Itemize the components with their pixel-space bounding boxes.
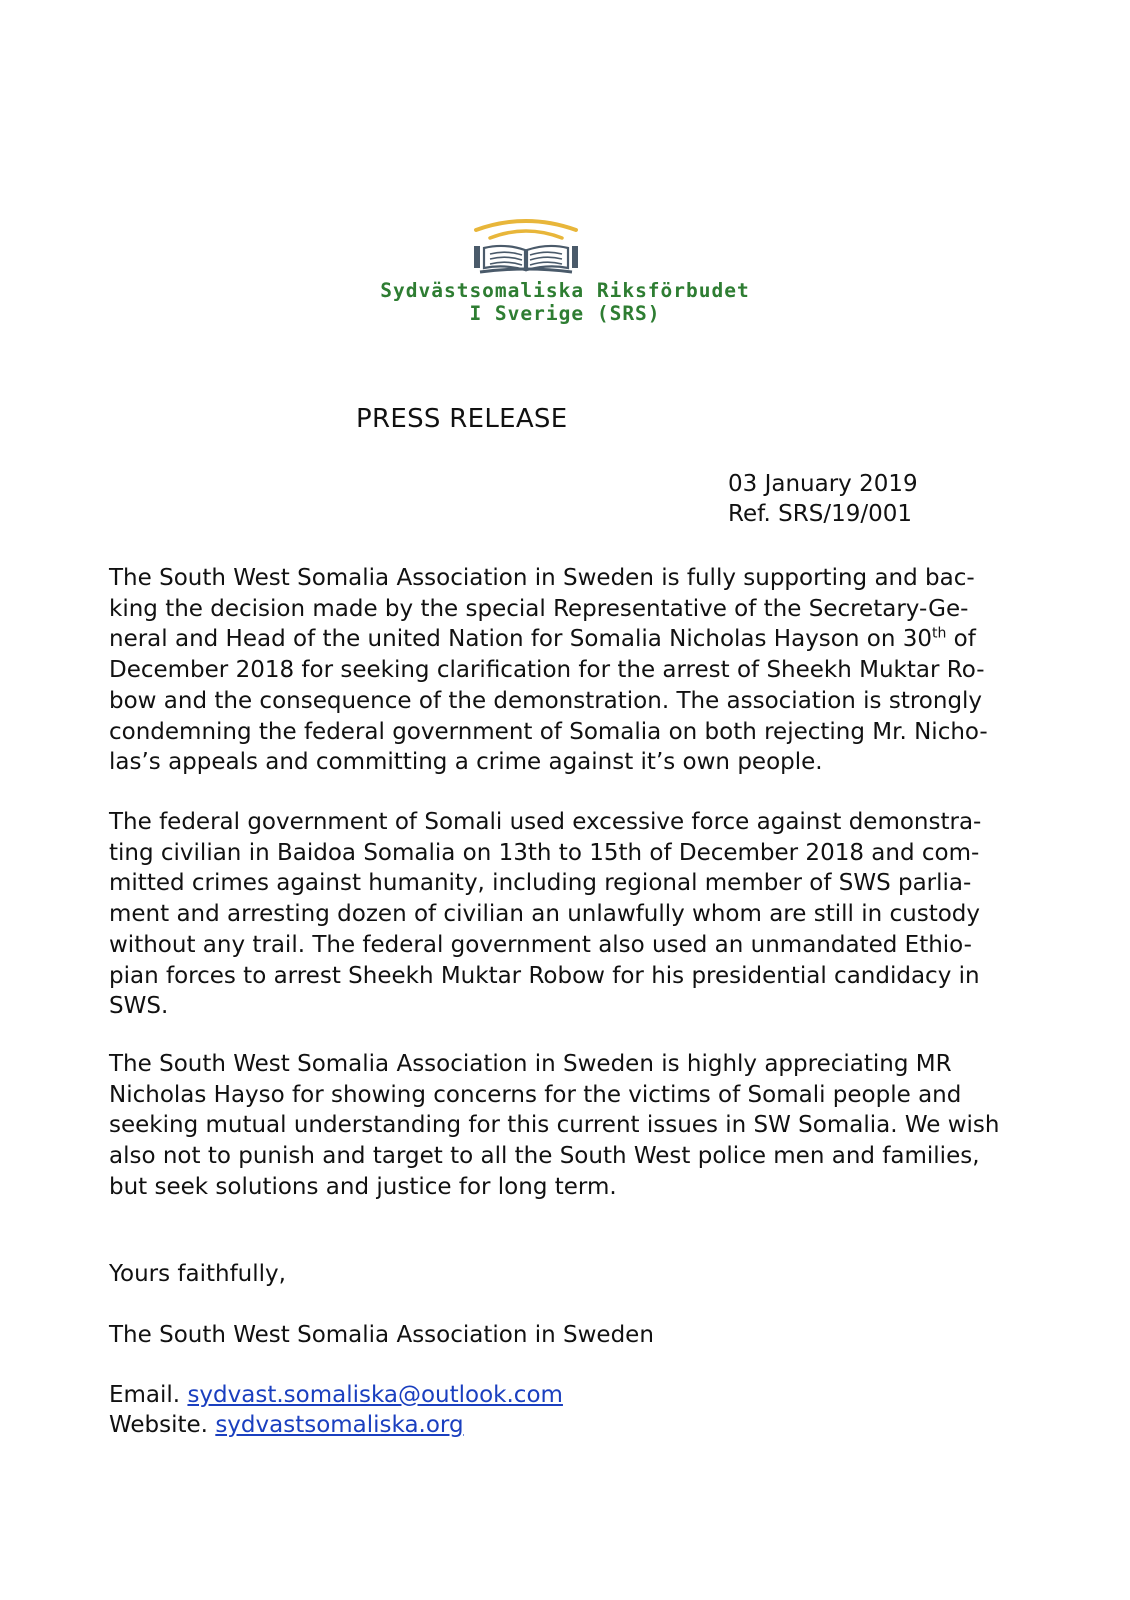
release-date: 03 January 2019 [728, 471, 918, 497]
org-name-line2: I Sverige (SRS) [469, 302, 661, 325]
text-line: but seek solutions and justice for long term. [109, 1173, 617, 1200]
text-line: The South West Somalia Association in Sweden is highly appreciating MR [109, 1051, 952, 1077]
text-line: condemning the federal government of Somalia on both rejecting Mr. Nicho- [109, 718, 988, 745]
text-segment: neral and Head of the united Nation for Somalia Nicholas Hayson on 30 [109, 626, 932, 653]
email-link[interactable]: sydvast.somaliska@outlook.com [187, 1382, 563, 1408]
association-logo [470, 218, 582, 278]
website-label: Website. [109, 1412, 216, 1438]
email-label: Email. [109, 1382, 188, 1408]
closing-salutation: Yours faithfully, [109, 1261, 286, 1287]
paragraph-1 [109, 563, 1029, 778]
text-line: ment and arresting dozen of civilian an unlawfully whom are still in custody [109, 901, 980, 928]
press-release-heading: PRESS RELEASE [356, 404, 568, 434]
text-line: The South West Somalia Association in Sweden is fully supporting and bac- [109, 565, 975, 591]
text-line: December 2018 for seeking clarification for the arrest of Sheekh Muktar Ro- [109, 657, 985, 684]
text-line: bow and the consequence of the demonstration. The association is strongly [109, 687, 983, 714]
text-line: seeking mutual understanding for this current issues in SW Somalia. We wish [109, 1112, 1000, 1139]
text-line: SWS. [109, 993, 169, 1020]
text-line: without any trail. The federal government also used an unmandated Ethio- [109, 931, 972, 958]
text-line: pian forces to arrest Sheekh Muktar Robow for his presidential candidacy in [109, 962, 980, 989]
website-link[interactable]: sydvastsomaliska.org [215, 1412, 464, 1438]
text-segment: of [946, 626, 976, 653]
contact-website-row [109, 1412, 464, 1438]
text-line: The federal government of Somali used excessive force against demonstra- [109, 809, 982, 835]
signatory: The South West Somalia Association in Sweden [109, 1322, 654, 1348]
text-line: Nicholas Hayso for showing concerns for the victims of Somali people and [109, 1081, 962, 1108]
text-line: king the decision made by the special Representative of the Secretary-Ge- [109, 595, 969, 622]
org-name-line1: Sydvästsomaliska Riksförbudet [380, 279, 750, 302]
ordinal-suffix: th [931, 625, 947, 642]
text-line: also not to punish and target to all the South West police men and families, [109, 1143, 980, 1170]
reference-number: Ref. SRS/19/001 [728, 501, 912, 527]
contact-email-row [109, 1382, 563, 1408]
paragraph-2 [109, 807, 1029, 1022]
text-line [109, 624, 1029, 655]
text-line: las’s appeals and committing a crime against it’s own people. [109, 749, 823, 776]
text-line: mitted crimes against humanity, including regional member of SWS parlia- [109, 870, 972, 897]
paragraph-3 [109, 1049, 1029, 1203]
text-line: ting civilian in Baidoa Somalia on 13th to 15th of December 2018 and com- [109, 839, 980, 866]
